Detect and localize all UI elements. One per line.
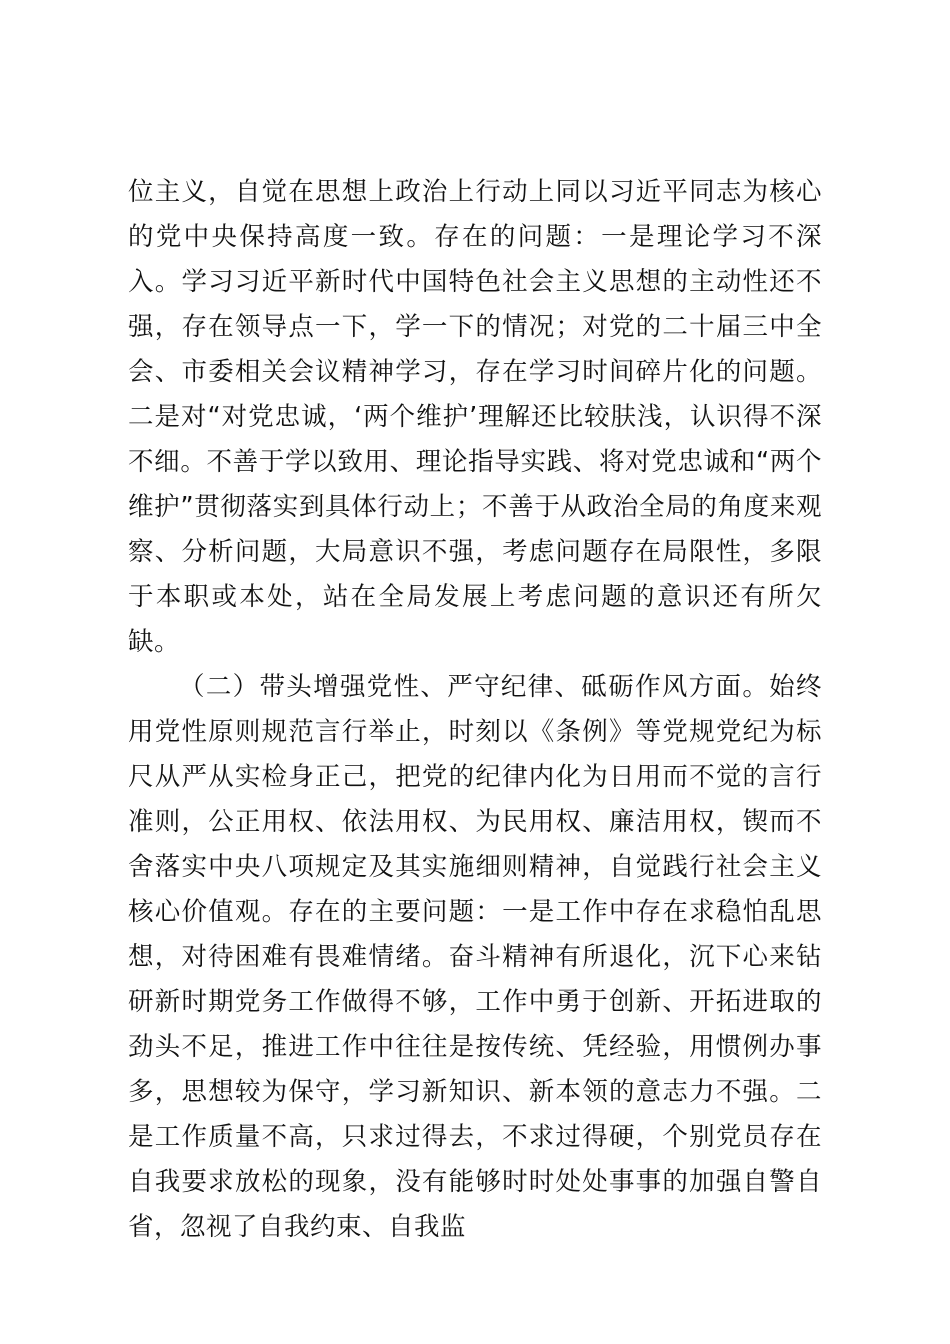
paragraph-continued: 位主义，自觉在思想上政治上行动上同以习近平同志为核心的党中央保持高度一致。存在的问题：一是理论学习不深入。学习习近平新时代中国特色社会主义思想的主动性还不强，存在领导点一下，学一下的情况；对党的二十届三中全会、市委相关会议精神学习，存在学习时间碎片化的问题。二是对“对党忠诚，‘两个维护’理解还比较肤浅，认识得不深不细。不善于学以致用、理论指导实践、将对党忠诚和“两个维护”贯彻落实到具体行动上；不善于从政治全局的角度来观察、分析问题，大局意识不强，考虑问题存在局限性，多限于本职或本处，站在全局发展上考虑问题的意识还有所欠缺。 [128,177,822,657]
paragraph-section-two: （二）带头增强党性、严守纪律、砥砺作风方面。始终用党性原则规范言行举止，时刻以《条例》等党规党纪为标尺从严从实检身正己，把党的纪律内化为日用而不觉的言行准则，公正用权、依法用权、为民用权、廉洁用权，锲而不舍落实中央八项规定及其实施细则精神，自觉践行社会主义核心价值观。存在的主要问题：一是工作中存在求稳怕乱思想，对待困难有畏难情绪。奋斗精神有所退化，沉下心来钻研新时期党务工作做得不够，工作中勇于创新、开拓进取的劲头不足，推进工作中往往是按传统、凭经验，用惯例办事多，思想较为保守，学习新知识、新本领的意志力不强。二是工作质量不高，只求过得去，不求过得硬，个别党员存在自我要求放松的现象，没有能够时时处处事事的加强自警自省，忽视了自我约束、自我监 [128,672,822,1242]
document-body [128,170,822,1250]
